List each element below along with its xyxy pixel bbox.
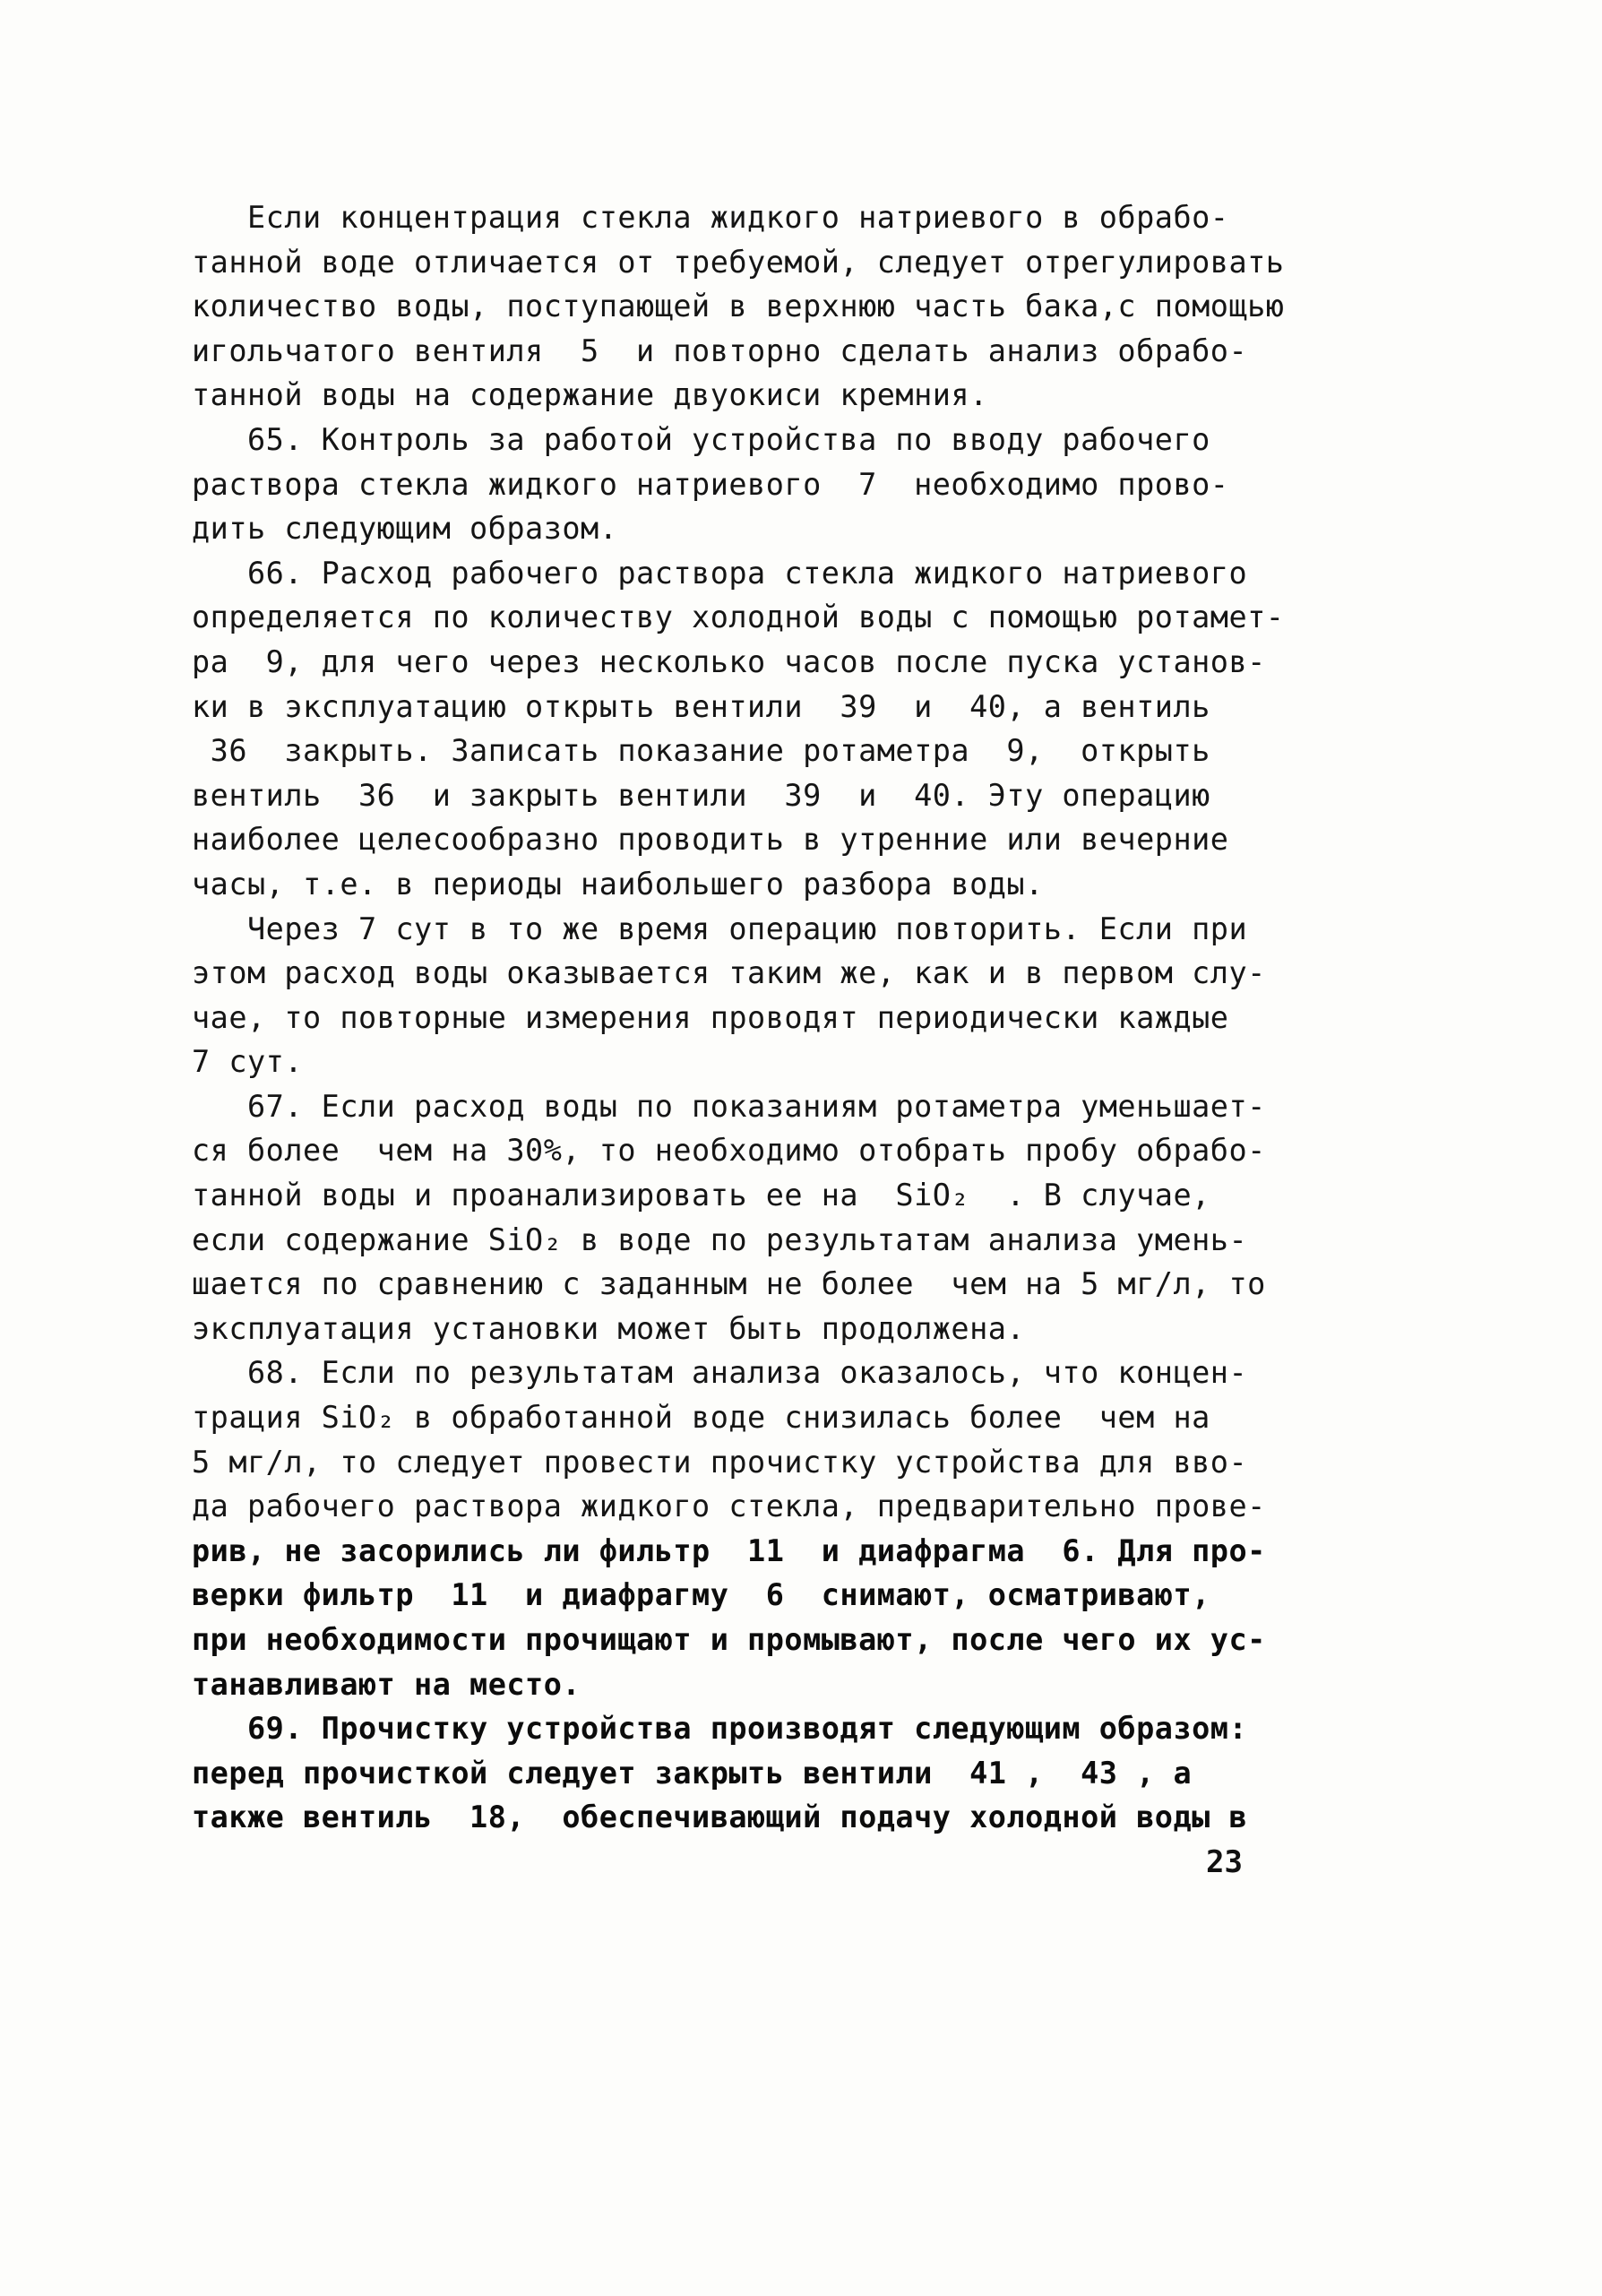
text-line: 68. Если по результатам анализа оказалось, что концен- bbox=[192, 1355, 1248, 1391]
text-line: ки в эксплуатацию открыть вентили 39 и 40, а вентиль bbox=[192, 688, 1210, 724]
text-line: да рабочего раствора жидкого стекла, предварительно прове- bbox=[192, 1489, 1266, 1524]
text-line: 69. Прочистку устройства производят следующим образом: bbox=[192, 1711, 1248, 1747]
text-line: дить следующим образом. bbox=[192, 511, 618, 547]
text-line: танной воде отличается от требуемой, следует отрегулировать bbox=[192, 244, 1285, 280]
text-line: 66. Расход рабочего раствора стекла жидкого натриевого bbox=[192, 555, 1248, 591]
text-line: танавливают на место. bbox=[192, 1666, 581, 1702]
text-line: шается по сравнению с заданным не более чем на 5 мг/л, то bbox=[192, 1266, 1266, 1302]
text-line: эксплуатация установки может быть продолжена. bbox=[192, 1310, 1026, 1346]
text-line: также вентиль 18, обеспечивающий подачу холодной воды в bbox=[192, 1800, 1248, 1835]
text-line: Через 7 сут в то же время операцию повторить. Если при bbox=[192, 911, 1248, 946]
text-line: 67. Если расход воды по показаниям ротаметра уменьшает- bbox=[192, 1088, 1266, 1124]
text-line: Если концентрация стекла жидкого натриевого в обрабо- bbox=[192, 200, 1229, 235]
text-line: количество воды, поступающей в верхнюю часть бака,с помощью bbox=[192, 289, 1285, 324]
document-body bbox=[192, 195, 1285, 1840]
text-line: танной воды на содержание двуокиси кремния. bbox=[192, 377, 988, 413]
text-line: 7 сут. bbox=[192, 1044, 304, 1080]
text-line: наиболее целесообразно проводить в утренние или вечерние bbox=[192, 822, 1229, 858]
text-line: верки фильтр 11 и диафрагму 6 снимают, осматривают, bbox=[192, 1577, 1210, 1613]
text-line: при необходимости прочищают и промывают, после чего их ус- bbox=[192, 1622, 1266, 1657]
text-line: 5 мг/л, то следует провести прочистку устройства для вво- bbox=[192, 1444, 1248, 1480]
text-line: часы, т.е. в периоды наибольшего разбора воды. bbox=[192, 866, 1044, 902]
text-line: чае, то повторные измерения проводят периодически каждые bbox=[192, 999, 1229, 1035]
text-line: рив, не засорились ли фильтр 11 и диафрагма 6. Для про- bbox=[192, 1532, 1266, 1568]
text-line: если содержание SiO₂ в воде по результатам анализа умень- bbox=[192, 1221, 1248, 1257]
text-line: игольчатого вентиля 5 и повторно сделать анализ обрабо- bbox=[192, 332, 1248, 368]
text-line: раствора стекла жидкого натриевого 7 необходимо прово- bbox=[192, 466, 1229, 502]
text-line: перед прочисткой следует закрыть вентили 41 , 43 , а bbox=[192, 1755, 1193, 1791]
text-line: танной воды и проанализировать ее на SiO₂ . В случае, bbox=[192, 1178, 1210, 1213]
text-line: определяется по количеству холодной воды с помощью ротамет- bbox=[192, 600, 1285, 635]
text-line: вентиль 36 и закрыть вентили 39 и 40. Эту операцию bbox=[192, 777, 1210, 813]
text-line: трация SiO₂ в обработанной воде снизилась более чем на bbox=[192, 1400, 1210, 1436]
text-line: этом расход воды оказывается таким же, как и в первом слу- bbox=[192, 955, 1266, 991]
text-line: 36 закрыть. Записать показание ротаметра 9, открыть bbox=[192, 733, 1210, 769]
text-line: 65. Контроль за работой устройства по вводу рабочего bbox=[192, 421, 1210, 457]
text-line: ра 9, для чего через несколько часов после пуска установ- bbox=[192, 643, 1266, 679]
text-line: ся более чем на 30%, то необходимо отобрать пробу обрабо- bbox=[192, 1133, 1266, 1169]
page-number: 23 bbox=[1206, 1844, 1243, 1880]
